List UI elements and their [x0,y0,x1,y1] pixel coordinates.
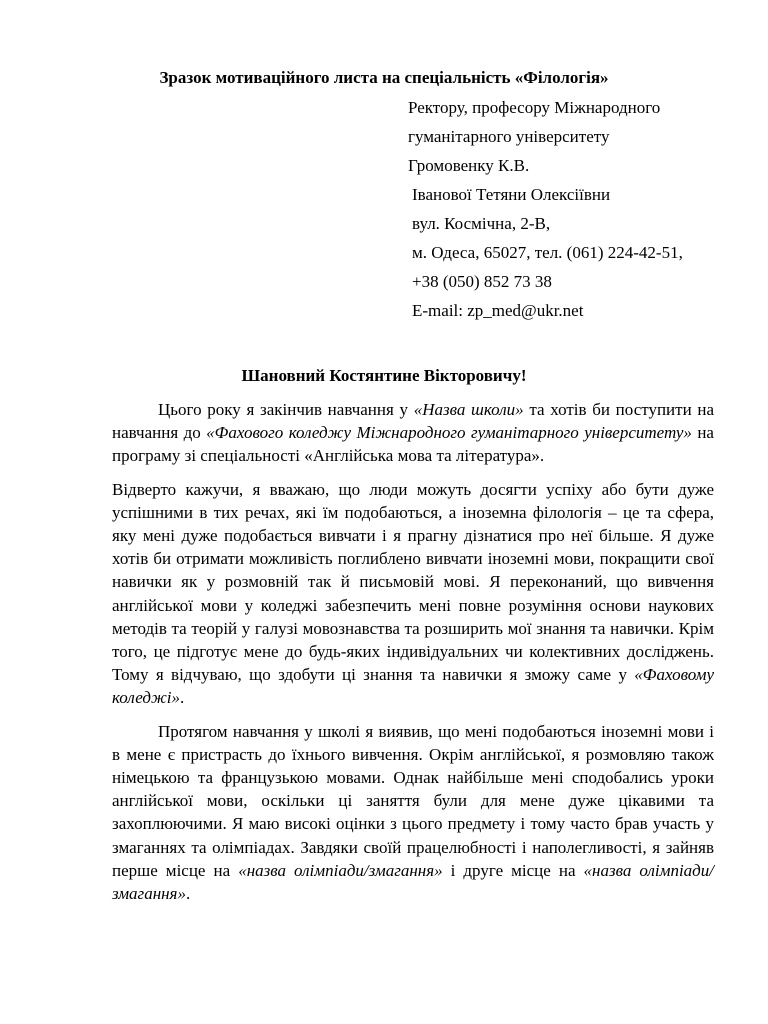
p2-text-c: . [179,688,185,708]
sender-city-phone: м. Одеса, 65027, тел. (061) 224-42-51, [412,243,683,262]
paragraph-1 [112,398,714,468]
p1-college-name: «Фахового коледжу Міжнародного гуманітарного університету» [206,423,692,443]
p3-text-c: і друге місце на [442,860,584,880]
letter-body [112,398,714,915]
paragraph-2 [112,478,714,710]
sender-name: Іванової Тетяни Олексіївни [412,185,611,204]
sender-email: E-mail: zp_med@ukr.net [412,301,584,320]
p2-text-a: Відверто кажучи, я вважаю, що люди можуть досягти успіху або бути дуже успішними в тих речах, які їм подобаються, а іноземна філологія – це та сфера, яку мені дуже подобається вивчати і я прагну дізнатися про неї більше. Я дуже хотів би отримати можливість поглиблено вивчати іноземні мови, покращити свої навички як у розмовній так й письмовій мові. Я переконаний, що вивчення англійської мови у коледжі забезпечить мені повне розуміння основи наукових методів та теорій у галузі мовознавства та розширить мої знання та навички. Крім того, це підготує мене до будь-яких індивідуальних чи колективних досліджень. Тому я відчуваю, що здобути ці знання та навички я зможу саме у [112,479,714,685]
p3-text-a: Протягом навчання у школі я виявив, що мені подобаються іноземні мови і в мене є пристрасть до їхнього вивчення. Окрім англійської, я розмовляю також німецькою та французькою мовами. Однак найбільше мені сподобались уроки англійської мови, оскільки ці заняття були для мене дуже цікавими та захоплюючими. Я маю високі оцінки з цього предмету і тому часто брав участь у змаганнях та олімпіадах. Завдяки своїй працелюбності і наполегливості, я зайняв перше місце на [112,721,714,880]
p3-olympiad-2: «назва олімпіади/змагання» [112,860,714,904]
addressee-line-2: гуманітарного університету [408,127,610,146]
p1-text-c: та хотів би поступити на навчання до [112,400,714,443]
paragraph-3 [112,720,714,906]
sender-mobile: +38 (050) 852 73 38 [412,272,552,291]
p2-college-name: «Фаховому коледжі» [112,665,714,708]
addressee-block [408,96,748,328]
p1-text-e: на програму зі спеціальності «Англійська мова та література». [112,423,714,466]
document-title: Зразок мотиваційного листа на спеціальність «Філологія» [159,68,609,87]
addressee-line-3: Громовенку К.В. [408,156,530,175]
p1-school-name: «Назва школи» [413,400,524,419]
p3-olympiad-1: «назва олімпіади/змагання» [238,860,443,880]
letter-greeting: Шановний Костянтине Вікторовичу! [241,366,527,385]
sender-street: вул. Космічна, 2-В, [412,214,551,233]
addressee-line-1: Ректору, професору Міжнародного [408,98,661,117]
p1-text-a: Цього року я закінчив навчання у [158,400,414,419]
p3-text-e: . [185,884,191,904]
